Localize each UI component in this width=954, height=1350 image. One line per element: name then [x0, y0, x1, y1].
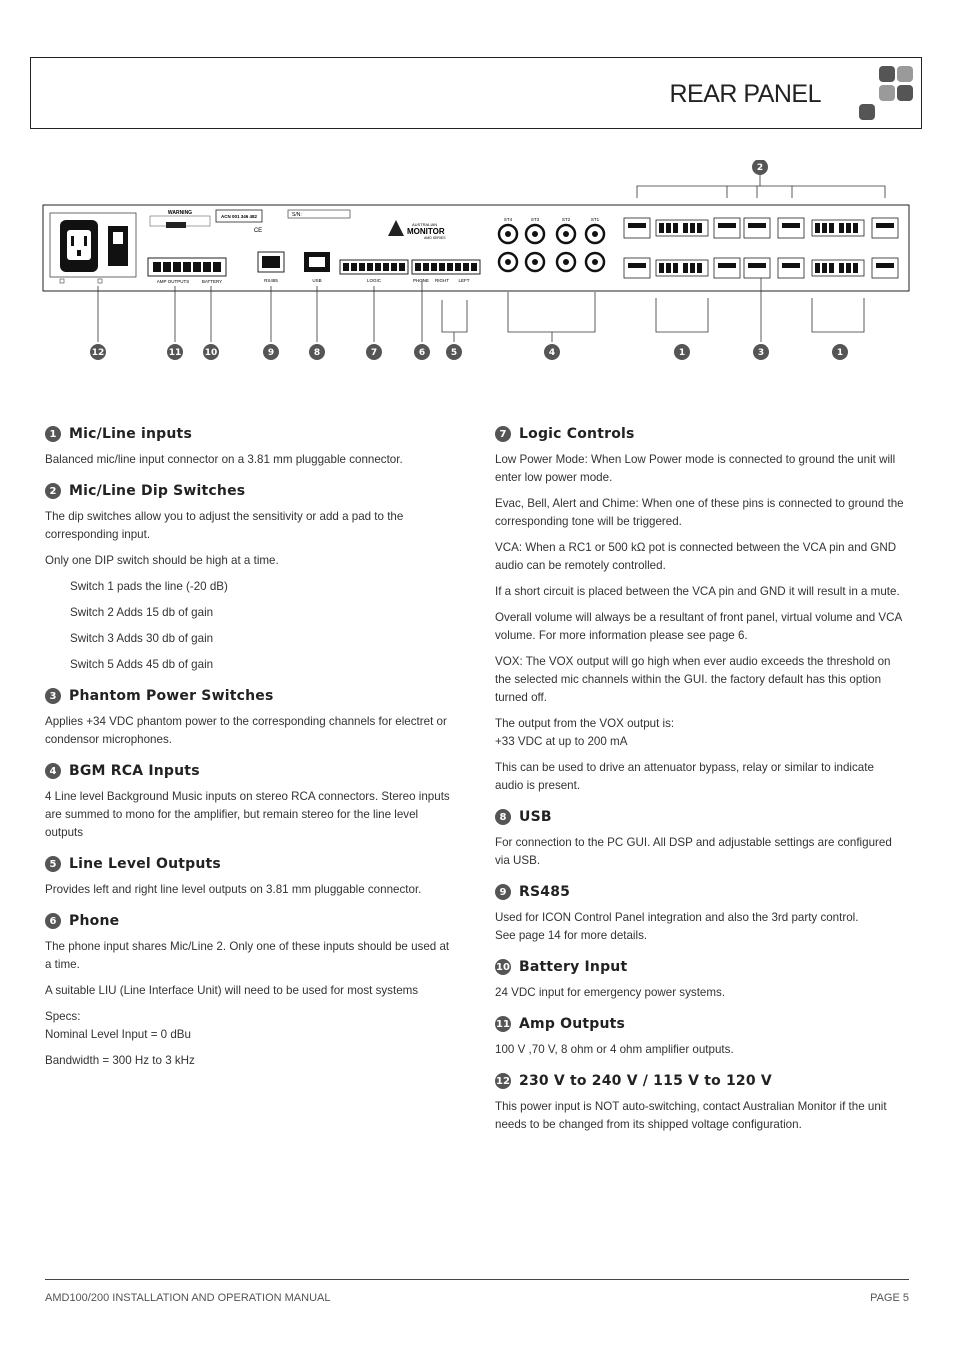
- section-4: [45, 762, 455, 842]
- section-paragraph: Switch 1 pads the line (-20 dB): [70, 580, 228, 593]
- callout-2: 2: [756, 163, 764, 173]
- section-paragraph: A suitable LIU (Line Interface Unit) will need to be used for most systems: [45, 984, 419, 997]
- section-paragraph: VOX: The VOX output will go high when ever audio exceeds the threshold on the selected mic channels within the GUI. the factory default has this option turned off.: [495, 655, 891, 704]
- section-number-badge: 12: [495, 1073, 511, 1089]
- section-number-badge: 9: [495, 884, 511, 900]
- section-9: [495, 883, 905, 945]
- header-box: [30, 57, 922, 129]
- section-heading: [495, 1015, 905, 1033]
- section-number-badge: 5: [45, 856, 61, 872]
- section-title: 230 V to 240 V / 115 V to 120 V: [519, 1073, 772, 1089]
- section-paragraph: The phone input shares Mic/Line 2. Only one of these inputs should be used at a time.: [45, 940, 450, 971]
- callout-6: 6: [418, 348, 426, 358]
- section-number-badge: 1: [45, 426, 61, 442]
- right-out-label: RIGHT: [435, 278, 449, 283]
- rca-label-st3: ST3: [530, 217, 540, 222]
- callout-1-left: 1: [678, 348, 686, 358]
- callout-7: 7: [370, 348, 378, 358]
- brand-name: MONITOR: [407, 227, 445, 236]
- section-paragraph: 100 V ,70 V, 8 ohm or 4 ohm amplifier outputs.: [495, 1043, 734, 1056]
- section-heading: [45, 762, 455, 780]
- callout-11: 11: [168, 348, 182, 358]
- serial-label: S/N:: [292, 212, 302, 218]
- brand-small: AUSTRALIAN: [412, 222, 438, 227]
- section-number-badge: 2: [45, 483, 61, 499]
- section-paragraph: Applies +34 VDC phantom power to the corresponding channels for electret or condensor microphones.: [45, 715, 447, 746]
- phone-label: PHONE: [412, 278, 430, 283]
- section-11: [495, 1015, 905, 1059]
- callout-9: 9: [267, 348, 275, 358]
- logic-label: LOGIC: [366, 278, 382, 283]
- section-2: [45, 482, 455, 674]
- right-column: [495, 425, 905, 1147]
- section-heading: [495, 958, 905, 976]
- section-number-badge: 10: [495, 959, 511, 975]
- section-title: Phone: [69, 913, 120, 929]
- section-paragraph: Low Power Mode: When Low Power mode is connected to ground the unit will enter low power mode.: [495, 453, 896, 484]
- section-1: [45, 425, 455, 469]
- rear-panel-diagram: [40, 160, 920, 370]
- section-paragraph: Balanced mic/line input connector on a 3.81 mm pluggable connector.: [45, 453, 403, 466]
- left-column: [45, 425, 455, 1083]
- section-paragraph: Switch 5 Adds 45 db of gain: [70, 658, 214, 671]
- section-heading: [45, 912, 455, 930]
- brand-logo-icon: [857, 66, 915, 122]
- section-paragraph: Switch 2 Adds 15 db of gain: [70, 606, 214, 619]
- section-heading: [495, 425, 905, 443]
- section-heading: [45, 425, 455, 443]
- left-out-label: LEFT: [458, 278, 470, 283]
- callout-10: 10: [204, 348, 218, 358]
- section-paragraph: This can be used to drive an attenuator bypass, relay or similar to indicate audio is present.: [495, 761, 874, 792]
- footer-divider: [45, 1279, 909, 1280]
- section-title: Battery Input: [519, 959, 628, 975]
- amp-outputs-label: AMP OUTPUTS: [156, 279, 190, 284]
- section-paragraph: 24 VDC input for emergency power systems.: [495, 986, 726, 999]
- section-heading: [45, 855, 455, 873]
- section-paragraph: VCA: When a RC1 or 500 kΩ pot is connected between the VCA pin and GND audio can be remotely controlled.: [495, 541, 897, 572]
- section-heading: [45, 482, 455, 500]
- section-number-badge: 7: [495, 426, 511, 442]
- battery-label: BATTERY: [201, 279, 223, 284]
- section-6: [45, 912, 455, 1070]
- acn-label: ACN 001 346 482: [220, 214, 258, 219]
- section-heading: [495, 883, 905, 901]
- section-title: BGM RCA Inputs: [69, 763, 200, 779]
- section-8: [495, 808, 905, 870]
- section-5: [45, 855, 455, 899]
- section-paragraph: Switch 3 Adds 30 db of gain: [70, 632, 214, 645]
- rca-label-st2: ST2: [561, 217, 571, 222]
- section-title: Mic/Line inputs: [69, 426, 192, 442]
- section-number-badge: 4: [45, 763, 61, 779]
- section-paragraph: Evac, Bell, Alert and Chime: When one of these pins is connected to ground the corresponding tone will be triggered.: [495, 497, 904, 528]
- section-number-badge: 11: [495, 1016, 511, 1032]
- section-10: [495, 958, 905, 1002]
- section-paragraph: 4 Line level Background Music inputs on stereo RCA connectors. Stereo inputs are summed to mono for the amplifier, but remain stereo for the line level outputs: [45, 790, 450, 839]
- callout-3: 3: [757, 348, 765, 358]
- footer-page-number: PAGE 5: [870, 1292, 909, 1304]
- usb-label: USB: [312, 278, 322, 283]
- section-title: Line Level Outputs: [69, 856, 221, 872]
- section-paragraph: For connection to the PC GUI. All DSP and adjustable settings are configured via USB.: [495, 836, 892, 867]
- callout-8: 8: [313, 348, 321, 358]
- section-7: [495, 425, 905, 795]
- section-heading: [495, 808, 905, 826]
- section-paragraph: If a short circuit is placed between the VCA pin and GND it will result in a mute.: [495, 585, 900, 598]
- callout-5: 5: [450, 348, 458, 358]
- footer-manual-title: AMD100/200 INSTALLATION AND OPERATION MANUAL: [45, 1292, 331, 1304]
- section-3: [45, 687, 455, 749]
- section-paragraph: Provides left and right line level outputs on 3.81 mm pluggable connector.: [45, 883, 422, 896]
- section-heading: [45, 687, 455, 705]
- section-paragraph: Specs: Nominal Level Input = 0 dBu: [45, 1010, 191, 1041]
- callout-4: 4: [548, 348, 556, 358]
- section-title: Phantom Power Switches: [69, 688, 274, 704]
- callout-12: 12: [91, 348, 105, 358]
- section-paragraph: The output from the VOX output is: +33 VDC at up to 200 mA: [495, 717, 675, 748]
- rca-label-st4: ST4: [503, 217, 513, 222]
- section-title: Mic/Line Dip Switches: [69, 483, 246, 499]
- page-title: REAR PANEL: [669, 80, 821, 108]
- section-title: USB: [519, 809, 552, 825]
- section-paragraph: Overall volume will always be a resultant of front panel, virtual volume and VCA volume. For more information please see page 6.: [495, 611, 902, 642]
- section-paragraph: Bandwidth = 300 Hz to 3 kHz: [45, 1054, 195, 1067]
- section-title: RS485: [519, 884, 571, 900]
- ce-mark: CE: [253, 228, 263, 234]
- section-number-badge: 3: [45, 688, 61, 704]
- section-number-badge: 8: [495, 809, 511, 825]
- section-paragraph: This power input is NOT auto-switching, contact Australian Monitor if the unit needs to be changed from its shipped voltage configuration.: [495, 1100, 887, 1131]
- warning-label: WARNING: [167, 210, 193, 216]
- section-title: Logic Controls: [519, 426, 635, 442]
- section-number-badge: 6: [45, 913, 61, 929]
- section-heading: [495, 1072, 905, 1090]
- section-paragraph: Used for ICON Control Panel integration and also the 3rd party control. See page 14 for more details.: [495, 911, 859, 942]
- rs485-label: RS485: [264, 278, 278, 283]
- section-title: Amp Outputs: [519, 1016, 626, 1032]
- section-paragraph: Only one DIP switch should be high at a time.: [45, 554, 279, 567]
- section-12: [495, 1072, 905, 1134]
- rca-label-st1: ST1: [590, 217, 600, 222]
- callout-1-right: 1: [836, 348, 844, 358]
- section-paragraph: The dip switches allow you to adjust the sensitivity or add a pad to the corresponding input.: [45, 510, 404, 541]
- brand-series: AMD SERIES: [424, 236, 446, 240]
